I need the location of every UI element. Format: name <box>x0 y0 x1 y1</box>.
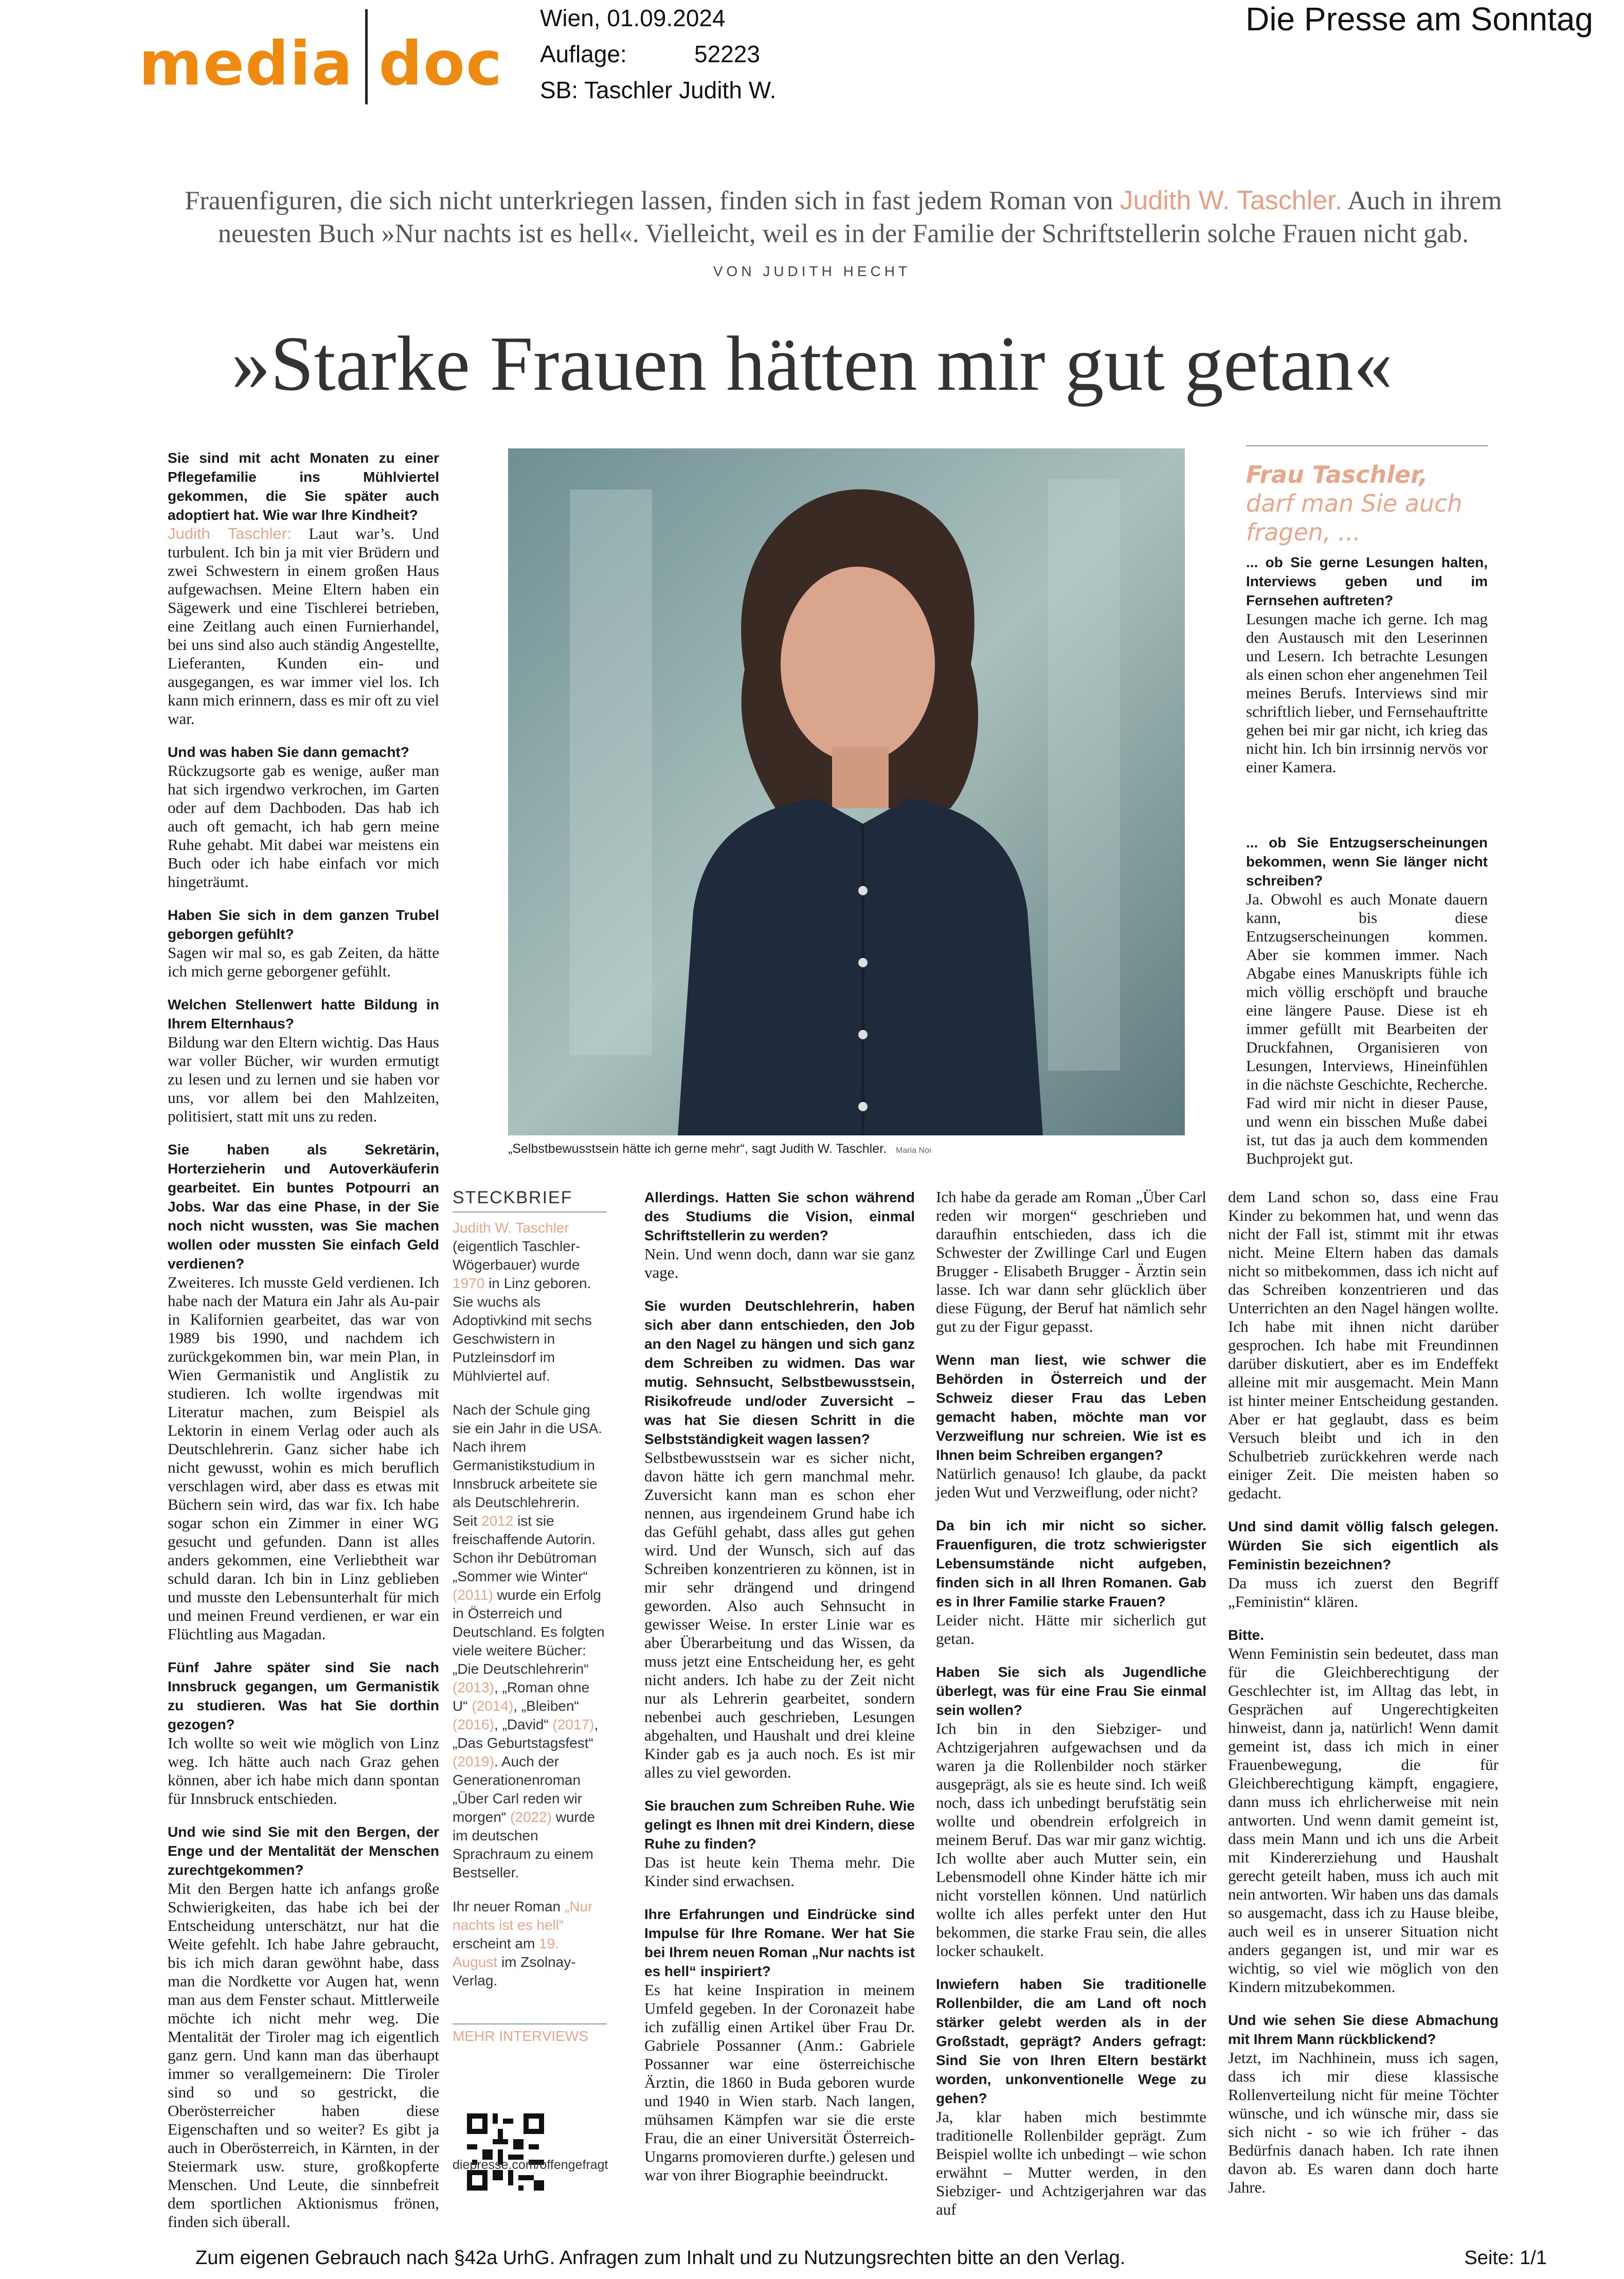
auflage-label: Auflage: <box>540 41 627 67</box>
steckbrief-text: wurde ein Erfolg in Österreich und Deutschland. Es folgten viele weitere Bücher: „Die Deutschlehrerin“ <box>453 1587 605 1677</box>
steckbrief-text: in Linz geboren. Sie wuchs als Adoptivkind mit sechs Geschwistern in Putzleinsdorf im Mühlviertel auf. <box>453 1275 592 1384</box>
sidebox-title-line2: darf man Sie auch fragen, ... <box>1246 490 1463 546</box>
qa-block <box>644 1796 915 1890</box>
question: Und wie sehen Sie diese Abmachung mit Ihrem Mann rückblickend? <box>1228 2012 1499 2047</box>
qa-block <box>1228 1188 1499 1503</box>
question: Und was haben Sie dann gemacht? <box>168 744 409 760</box>
qa-block <box>168 448 439 728</box>
question: Sie wurden Deutschlehrerin, haben sich aber dann entschieden, den Job an den Nagel zu hängen und sich ganz dem Schreiben zu widmen. Das war mutig. Sehnsucht, Selbstbewusstsein, Risikofreude und/oder Zuversicht – was hat Sie diesen Schritt in die Selbstständigkeit wagen lassen? <box>644 1298 915 1447</box>
publication-name: Die Presse am Sonntag <box>1246 1 1593 38</box>
article-lead <box>170 184 1517 250</box>
qa-block <box>936 1350 1206 1502</box>
qa-block <box>1228 1517 1499 1611</box>
steckbrief-newbook <box>453 1897 607 1990</box>
question: Fünf Jahre später sind Sie nach Innsbruck gegangen, um Germanistik zu studieren. Was hat Sie dorthin gezogen? <box>168 1659 439 1732</box>
qa-block <box>936 1188 1206 1336</box>
clipping-meta <box>540 0 776 108</box>
more-interviews-url[interactable]: diepresse.com/offengefragt <box>453 2158 608 2172</box>
steckbrief-year: (2019) <box>453 1753 494 1769</box>
steckbrief-rule <box>453 1211 607 1213</box>
lead-part1: Frauenfiguren, die sich nicht unterkriegen lassen, finden sich in fast jedem Roman von <box>185 186 1120 215</box>
steckbrief-text: wurde im deutschen Sprachraum zu einem Bestseller. <box>453 1809 596 1880</box>
column-3 <box>644 1188 915 2199</box>
photo-caption <box>508 1142 931 1156</box>
steckbrief-career <box>453 1401 607 1882</box>
column-5 <box>1228 1188 1499 2211</box>
qa-block <box>644 1905 915 2184</box>
answer: Sagen wir mal so, es gab Zeiten, da hätte ich mich gerne geborgener gefühlt. <box>168 944 439 980</box>
qa-block <box>168 995 439 1126</box>
steckbrief-year: (2022) <box>510 1809 552 1825</box>
qa-block <box>168 906 439 981</box>
steckbrief-year: (2017) <box>552 1716 594 1732</box>
question: Sie brauchen zum Schreiben Ruhe. Wie gelingt es Ihnen mit drei Kindern, diese Ruhe zu finden? <box>644 1798 915 1852</box>
portrait-illustration <box>508 448 1185 1135</box>
answer: Ich habe da gerade am Roman „Über Carl reden wir morgen“ geschrieben und daraufhin entschieden, dass ich die Schwester der Zwillinge Carl und Eugen Brugger - Elisabeth Brugger - Ärztin sein lasse. Ich war dann sehr glücklich über diese Fügung, der Beruf hat nämlich sehr gut zu der Figur gepasst. <box>936 1188 1206 1335</box>
answer: Rückzugsorte gab es wenige, außer man hat sich irgendwo verkrochen, im Garten oder auf dem Dachboden. Das hab ich auch oft gemacht, ich hab gern meine Ruhe gehabt. Mit dabei war meistens ein Buch oder ich habe einfach vor mich hingeträumt. <box>168 762 439 891</box>
question: Da bin ich mir nicht so sicher. Frauenfiguren, die trotz schwierigster Lebensumstände nicht aufgeben, finden sich in all Ihren Romanen. Gab es in Ihrer Familie starke Frauen? <box>936 1517 1206 1609</box>
steckbrief-name: Judith W. Taschler <box>453 1220 569 1236</box>
qa-block <box>936 1516 1206 1648</box>
logo-media: media <box>139 28 354 99</box>
qa-block <box>644 1188 915 1282</box>
logo-doc: doc <box>378 28 503 99</box>
page-indicator: Seite: 1/1 <box>1464 2247 1547 2269</box>
sidebox-body <box>1246 553 1488 1182</box>
steckbrief-text: , „Bleiben“ <box>513 1698 579 1714</box>
answer: Nein. Und wenn doch, dann war sie ganz vage. <box>644 1245 915 1281</box>
steckbrief-body <box>453 1219 607 1990</box>
steckbrief-year: (2016) <box>453 1716 494 1732</box>
question: Ihre Erfahrungen und Eindrücke sind Impulse für Ihre Romane. Wer hat Sie bei Ihrem neuen Roman „Nur nachts ist es hell“ inspiriert? <box>644 1906 915 1979</box>
answer: Lesungen mache ich gerne. Ich mag den Austausch mit den Leserinnen und Lesern. Ich betrachte Lesungen als einen schon eher angenehmen Teil meines Berufs. Interviews sind mir schriftlich lieber, und Fernsehauftritte gehen bei mir gar nicht, ich krieg das nicht hin. Ich bin irrsinnig nervös vor einer Kamera. <box>1246 610 1488 776</box>
steckbrief-date: 19. August <box>453 1936 560 1970</box>
more-interviews-label: MEHR INTERVIEWS <box>453 2028 588 2044</box>
question: ... ob Sie Entzugserscheinungen bekommen, wenn Sie länger nicht schreiben? <box>1246 835 1488 889</box>
author-photo <box>508 448 1185 1135</box>
clipping-date: Wien, 01.09.2024 <box>540 5 726 31</box>
qa-block <box>168 1658 439 1808</box>
steckbrief-bio <box>453 1219 607 1385</box>
lead-line2: neuesten Buch »Nur nachts ist es hell«. Vielleicht, weil es in der Familie der Schriftstellerin solche Frauen nicht gab. <box>218 219 1469 248</box>
qa-block <box>1228 1625 1499 1996</box>
steckbrief-book: „Nur nachts ist es hell“ <box>453 1898 593 1933</box>
qa-block <box>936 1662 1206 1960</box>
qa-block <box>168 1822 439 2231</box>
clipping-sb: SB: Taschler Judith W. <box>540 77 777 103</box>
question: Und wie sind Sie mit den Bergen, der Enge und der Mentalität der Menschen zurechtgekommen? <box>168 1824 439 1878</box>
caption-text: „Selbstbewusstsein hätte ich gerne mehr“, sagt Judith W. Taschler. <box>508 1142 887 1156</box>
answer: Bildung war den Eltern wichtig. Das Haus war voller Bücher, wir wurden ermutigt zu lesen und zu lernen und sie haben vor uns, vor allem bei den Mahlzeiten, politisiert, statt mit uns zu reden. <box>168 1033 439 1125</box>
steckbrief-year: (2011) <box>453 1587 493 1603</box>
answer: Ich wollte so weit wie möglich von Linz weg. Ich hätte auch nach Graz gehen können, aber ich habe mich dann spontan für Innsbruck entschieden. <box>168 1734 439 1807</box>
answer: Wenn Feministin sein bedeutet, dass man für die Gleichberechtigung der Geschlechter ist, im Alltag das lebt, in Gesprächen auf Ungerechtigkeiten hinweist, dann ja, natürlich! Wenn damit gemeint ist, dass ich mich in einer Frauenbewegung, die für Gleichberechtigung kämpft, engagiere, dann muss ich ehrlicherweise mit nein antworten. Und wenn damit gemeint ist, dass mein Mann und ich uns die Arbeit mit Kindererziehung und Haushalt gerecht geteilt haben, muss ich auch mit nein antworten. Wir haben uns das damals so ausgemacht, dass ich zu Hause bleibe, auch weil es in unserer Situation nicht anders gegangen ist, und mir war es wichtig, so viel wie möglich von den Kindern mitzubekommen. <box>1228 1644 1499 1996</box>
photo-credit: Maria Noi <box>896 1146 931 1155</box>
steckbrief-year: 1970 <box>453 1275 485 1291</box>
answer: Ja. Obwohl es auch Monate dauern kann, bis diese Entzugserscheinungen kommen. Aber sie kommen immer. Nach Abgabe eines Manuskripts fühle ich mich völlig erschöpft und brauche eine längere Pause. Diese ist eh immer gefüllt mit Bearbeiten der Druckfahnen, Organisieren von Lesungen, Interviews, Hineinfühlen in die nächste Geschichte, Recherche. Fad wird mir nicht in dieser Pause, und wenn ein bisschen Muße dabei ist, tut das ja auch dem kommenden Buchprojekt gut. <box>1246 890 1488 1167</box>
sidebox-rule <box>1246 445 1488 446</box>
answer: Laut war’s. Und turbulent. Ich bin ja mit vier Brüdern und zwei Schwestern in einem großen Haus aufgewachsen. Meine Eltern haben ein Sägewerk und eine Tischlerei betrieben, eine Zeitlang auch einen Furnierhandel, bei uns sind also auch ständig Angestellte, Lieferanten, Kunden ein- und ausgegangen, es war immer viel los. Ich kann mich erinnern, dass es mir oft zu viel war. <box>168 524 439 728</box>
steckbrief-text: Ihr neuer Roman <box>453 1898 565 1914</box>
question: Und sind damit völlig falsch gelegen. Würden Sie sich eigentlich als Feministin bezeichnen? <box>1228 1518 1499 1572</box>
answer: Jetzt, im Nachhinein, muss ich sagen, dass ich mir diese klassische Rollenverteilung nicht für meine Töchter wünsche, und ich wünsche mir, dass sie sich nicht - so wie ich früher - das Bedürfnis danach haben. Ich rate ihnen davon ab. Es waren dann doch harte Jahre. <box>1228 2049 1499 2196</box>
more-interviews-rule <box>453 2023 607 2024</box>
question: Bitte. <box>1228 1627 1264 1643</box>
sidebox-title-line1: Frau Taschler, <box>1246 461 1428 489</box>
question: Sie sind mit acht Monaten zu einer Pflegefamilie ins Mühlviertel gekommen, die Sie später auch adoptiert hat. Wie war Ihre Kindheit? <box>168 450 439 523</box>
question: Haben Sie sich als Jugendliche überlegt, was für eine Frau Sie einmal sein wollen? <box>936 1664 1206 1718</box>
answer: Ja, klar haben mich bestimmte traditionelle Rollenbilder geprägt. Zum Beispiel wollte ich unbedingt – wie schon erwähnt – Mutter werden, in den Siebziger- und Achtzigerjahren war das auf <box>936 2108 1206 2218</box>
answer: Zweiteres. Ich musste Geld verdienen. Ich habe nach der Matura ein Jahr als Au-pair in Kalifornien gearbeitet, das war von 1989 bis 1990, und nachdem ich zurückgekommen bin, war mein Plan, in Wien Germanistik und Anglistik zu studieren. Ich wollte irgendwas mit Literatur machen, zum Beispiel als Lektorin in einem Verlag oder auch als Deutschlehrerin. Ganz sicher habe ich nicht gewusst, wohin es mich beruflich verschlagen wird, aber dass es etwas mit Büchern sein wird, das war fix. Ich habe sogar schon ein Zimmer in einer WG gesucht und gefunden. Dann ist alles anders gekommen, eine Verliebtheit war schuld daran. Ich bin in Linz geblieben und musste den Lebensunterhalt für mich und meinen Freund verdienen, er war ein Flüchtling aus Magadan. <box>168 1273 439 1643</box>
lead-part2: Auch in ihrem <box>1342 186 1502 215</box>
answer: Ich bin in den Siebziger- und Achtzigerjahren aufgewachsen und da waren ja die Rollenbilder noch stärker ausgeprägt, als sie es heute sind. Ich weiß noch, dass ich unbedingt berufstätig sein wollte und obendrein erfolgreich in meinem Beruf. Das war mir ganz wichtig. Ich wollte aber auch Mutter sein, ein Lebensmodell ohne Kinder hätte ich mir nicht vorstellen können. Und natürlich wollte ich alles perfekt unter den Hut bekommen, die starke Frau sein, die alles locker schaukelt. <box>936 1720 1206 1960</box>
qa-block <box>644 1296 915 1782</box>
answer: Da muss ich zuerst den Begriff „Feministin“ klären. <box>1228 1574 1499 1611</box>
question: Wenn man liest, wie schwer die Behörden in Österreich und der Schweiz dieser Frau das Leben gemacht haben, möchte man vor Verzweiflung nur schreien. Wie ist es Ihnen beim Schreiben ergangen? <box>936 1352 1206 1463</box>
steckbrief-text: im Zsolnay-Verlag. <box>453 1954 576 1988</box>
question: Welchen Stellenwert hatte Bildung in Ihrem Elternhaus? <box>168 997 439 1032</box>
answer: Das ist heute kein Thema mehr. Die Kinder sind erwachsen. <box>644 1853 915 1890</box>
qa-block <box>1246 553 1488 776</box>
qa-block <box>168 1140 439 1643</box>
answer: Es hat keine Inspiration in meinem Umfeld gegeben. In der Coronazeit habe ich zufällig einen Artikel über Frau Dr. Gabriele Possanner (Anm.: Gabriele Possanner war eine österreichische Ärztin, die 1860 in Buda geboren wurde und 1940 in Wien starb. Nach langen, mühsamen Kämpfen war sie die erste Frau, die an einer Universität Österreich-Ungarns promovieren durfte.) gelesen und war von ihrer Biographie beeindruckt. <box>644 1981 915 2184</box>
steckbrief-text: , „David“ <box>494 1716 553 1732</box>
question: Sie haben als Sekretärin, Horterzieherin und Autoverkäuferin gearbeitet. Ein buntes Potpourri an Jobs. War das eine Phase, in der Sie noch nicht wussten, was Sie machen wollen oder mussten Sie einfach Geld verdienen? <box>168 1142 439 1272</box>
column-1 <box>168 448 439 2246</box>
answer: dem Land schon so, dass eine Frau Kinder zu bekommen hat, und wenn das nicht der Fall ist, stimmt mit ihr etwas nicht. Meine Eltern haben das damals nicht so mitbekommen, dass ich nicht auf das Schreiben konzentrieren und das Unterrichten an den Nagel hängen wollte. Ich habe mit ihnen nicht darüber gesprochen. Ich habe mit Freundinnen darüber diskutiert, aber es im Endeffekt alleine mit mir ausgemacht. Mein Mann ist hinter meiner Entscheidung gestanden. Aber er hat geglaubt, dass es beim Versuch bleibt und ich in den Schulbetrieb zurückkehren werde nach einiger Zeit. Die meisten haben so gedacht. <box>1228 1188 1499 1502</box>
steckbrief-heading: STECKBRIEF <box>453 1188 573 1207</box>
steckbrief-text: (eigentlich Taschler-Wögerbauer) wurde <box>453 1238 581 1273</box>
question: Haben Sie sich in dem ganzen Trubel geborgen gefühlt? <box>168 907 439 942</box>
sidebox-title <box>1246 460 1488 547</box>
logo-divider <box>365 9 368 104</box>
steckbrief-year: 2012 <box>481 1513 514 1529</box>
steckbrief-text: , „Das Geburtstagsfest“ <box>453 1716 599 1751</box>
answer: Selbstbewusstsein war es sicher nicht, davon hätte ich gern manchmal mehr. Zuversicht kann man es schon eher nennen, aus irgendeinem Grund habe ich das Gefühl gehabt, dass alles gut gehen wird. Und der Wunsch, sich auf das Schreiben konzentrieren zu können, ist in mir sehr drängend und dringend geworden. Also auch Sehnsucht in gewisser Weise. In erster Linie war es aber Überarbeitung und das Wissen, da muss jetzt eine Entscheidung her, es geht nicht anders. Ich habe zu der Zeit nicht nur als Lehrerin gearbeitet, sondern nebenbei auch geschrieben, Lesungen abgehalten, und Haushalt und drei kleine Kinder gab es ja auch noch. Es ist mir alles zu viel geworden. <box>644 1449 915 1781</box>
headline: »Starke Frauen hätten mir gut getan« <box>231 320 1393 407</box>
lead-author-name: Judith W. Taschler. <box>1120 186 1343 215</box>
qa-block <box>936 1975 1206 2219</box>
byline: VON JUDITH HECHT <box>713 263 911 279</box>
qa-block <box>1228 2011 1499 2197</box>
answer: Natürlich genauso! Ich glaube, da packt jeden Wut und Verzweiflung, oder nicht? <box>936 1464 1206 1501</box>
steckbrief-text: Nach der Schule ging sie ein Jahr in die USA. Nach ihrem Germanistikstudium in Innsbruck arbeitete sie als Deutschlehrerin. Seit <box>453 1402 603 1529</box>
steckbrief-text: . Auch der Generationenroman „Über Carl reden wir morgen“ <box>453 1753 583 1825</box>
question: ... ob Sie gerne Lesungen halten, Interviews geben und im Fernsehen auftreten? <box>1246 554 1488 608</box>
question: Inwiefern haben Sie traditionelle Rollenbilder, die am Land oft noch stärker gelebt werden als in der Großstadt, geprägt? Anders gefragt: Sind Sie von Ihren Eltern bestärkt worden, unkonventionelle Wege zu gehen? <box>936 1976 1206 2106</box>
copyright-notice: Zum eigenen Gebrauch nach §42a UrhG. Anfragen zum Inhalt und zu Nutzungsrechten bitte an den Verlag. <box>195 2247 1126 2269</box>
mediadoc-logo <box>139 21 503 116</box>
column-4 <box>936 1188 1206 2233</box>
qa-block <box>1246 833 1488 1168</box>
clipping-auflage <box>540 36 776 72</box>
qr-code-graphic <box>467 2113 544 2191</box>
steckbrief-text: erscheint am <box>453 1936 539 1951</box>
auflage-value: 52223 <box>694 41 760 67</box>
answer: Mit den Bergen hatte ich anfangs große Schwierigkeiten, das habe ich bei der Entscheidung unterschätzt, nur hat die Weite gefehlt. Ich habe Jahre gebraucht, bis ich mich daran gewöhnt habe, dass man die Nordkette vor Augen hat, wenn man aus dem Fenster schaut. Mittlerweile möchte ich nicht mehr weg. Die Mentalität der Tiroler mag ich eigentlich ganz gern. Und kann man das überhaupt immer so verallgemeinern: Die Tiroler sind so und so gestrickt, die Oberösterreicher haben diese Eigenschaften und so weiter? Es gibt ja auch in Oberösterreich, in Kärnten, in der Steiermark usw. sture, großkopferte Menschen. Und Leute, die sinnbefreit dem sportlichen Aktionismus frönen, finden sich überall. <box>168 1879 439 2231</box>
answer: Leider nicht. Hätte mir sicherlich gut getan. <box>936 1611 1206 1648</box>
qa-block <box>168 743 439 891</box>
steckbrief-year: (2013) <box>453 1679 494 1695</box>
steckbrief-year: (2014) <box>472 1698 514 1714</box>
steckbrief-text: ist sie freischaffende Autorin. Schon ihr Debütroman „Sommer wie Winter“ <box>453 1513 597 1584</box>
qr-code-icon[interactable] <box>467 2113 544 2191</box>
steckbrief-text: , „Roman ohne U“ <box>453 1679 590 1714</box>
answer-speaker: Judith Taschler: <box>168 524 292 542</box>
question: Allerdings. Hatten Sie schon während des Studiums die Vision, einmal Schriftstellerin zu werden? <box>644 1189 915 1243</box>
